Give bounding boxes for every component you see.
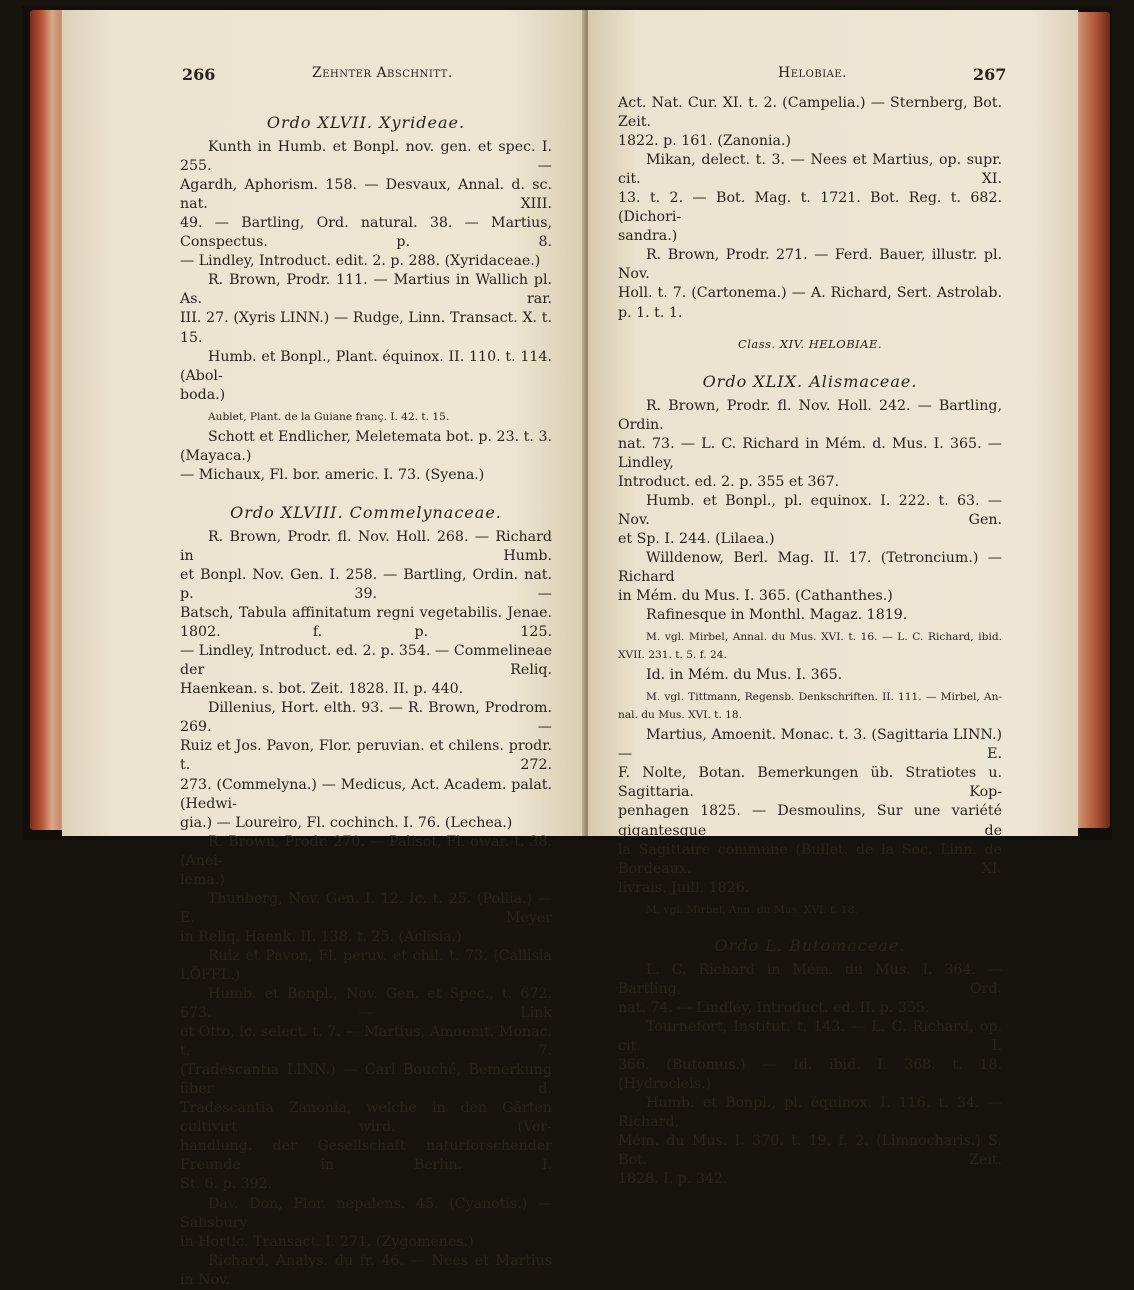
text-line: Martius, Amoenit. Monac. t. 3. (Sagittaria LINN.) — E. [618, 727, 1002, 763]
text-line: Dillenius, Hort. elth. 93. — R. Brown, Prodrom. 269. — [180, 700, 552, 736]
text-line: Haenkean. s. bot. Zeit. 1828. II. p. 440. [180, 681, 464, 698]
text-line: Schott et Endlicher, Meletemata bot. p. 23. t. 3. (Mayaca.) [180, 428, 552, 464]
right-page-text [618, 94, 1002, 1189]
text-line: et Sp. I. 244. (Lilaea.) [618, 530, 775, 547]
text-line: Humb. et Bonpl., pl. équinox. I. 116. t. 34. — Richard, [618, 1095, 1002, 1131]
footnote-line: M. vgl. Tittmann, Regensb. Denkschriften. II. 111. — Mirbel, An- [646, 691, 1002, 704]
text-line: Rafinesque in Monthl. Magaz. 1819. [646, 607, 908, 624]
text-line: in Hortic. Transact. I. 271. (Zygomenes.) [180, 1233, 474, 1250]
left-page [62, 10, 586, 1288]
footnote-line: M. vgl. Mirbel, Ann. du Mus. XVI. t. 18. [646, 903, 858, 916]
footnote-line: nal. du Mus. XVI. t. 18. [618, 709, 743, 722]
text-line: — Michaux, Fl. bor. americ. I. 73. (Syena.) [180, 466, 485, 483]
text-line: in Reliq. Haenk. II. 138. t. 25. (Aclisia.) [180, 928, 462, 945]
text-line: livrais. Juill. 1826. [618, 879, 750, 896]
text-line: Batsch, Tabula affinitatum regni vegetabilis. Jenae. 1802. f. p. 125. [180, 605, 552, 641]
text-line: Agardh, Aphorism. 158. — Desvaux, Annal. d. sc. nat. XIII. [180, 177, 552, 213]
text-line: 13. t. 2. — Bot. Mag. t. 1721. Bot. Reg. t. 682. (Dichori- [618, 190, 1002, 226]
right-page [588, 10, 1078, 1188]
text-line: (Tradescantia LINN.) — Carl Bouché, Bemerkung über d. [180, 1062, 552, 1098]
text-line: R. Brown, Prodr. 111. — Martius in Wallich pl. As. rar. [180, 272, 552, 308]
text-line: St. 6. p. 392. [180, 1176, 273, 1193]
text-line: Thunberg, Nov. Gen. I. 12. Ic. t. 25. (Pollia.) — E. Meyer [180, 890, 552, 926]
text-line: 273. (Commelyna.) — Medicus, Act. Academ. palat. (Hedwi- [180, 776, 552, 812]
footnote-line: XVII. 231. t. 5. f. 24. [618, 649, 727, 662]
order-heading: Ordo XLVIII. Commelynaceae. [230, 502, 502, 522]
text-line: Act. Nat. Cur. XI. t. 2. (Campelia.) — Sternberg, Bot. Zeit. [618, 95, 1002, 131]
text-line: R. Brown, Prodr. fl. Nov. Holl. 268. — Richard in Humb. [180, 528, 552, 564]
text-line: nat. 73. — L. C. Richard in Mém. d. Mus. I. 365. — Lindley, [618, 435, 1002, 471]
text-line: Humb. et Bonpl., Plant. équinox. II. 110. t. 114. (Abol- [180, 348, 552, 384]
order-heading: Ordo XLIX. Alismaceae. [702, 371, 918, 391]
text-line: Humb. et Bonpl., pl. equinox. I. 222. t. 63. — Nov. Gen. [618, 492, 1002, 528]
text-line: Holl. t. 7. (Cartonema.) — A. Richard, Sert. Astrolab. p. 1. t. 1. [618, 285, 1002, 321]
text-line: L. C. Richard in Mém. du Mus. I. 364. — Bartling, Ord. [618, 961, 1002, 997]
text-line: Richard, Analys. du fr. 46. — Nees et Martius in Nov. [180, 1252, 552, 1288]
text-line: gia.) — Loureiro, Fl. cochinch. I. 76. (Lechea.) [180, 814, 513, 831]
text-line: et Bonpl. Nov. Gen. I. 258. — Bartling, Ordin. nat. p. 39. — [180, 566, 552, 603]
text-line: Id. in Mém. du Mus. I. 365. [646, 667, 843, 684]
text-line: 366. (Butomus.) — Id. ibid. I. 368. t. 18. (Hydrocleis.) [618, 1056, 1002, 1093]
text-line: in Mém. du Mus. I. 365. (Cathanthes.) [618, 588, 893, 605]
right-running-head: Helobiae. [778, 65, 848, 81]
text-line: R. Brown, Prodr. 270. — Palisot, Fl. owar. t. 38. (Anei- [180, 833, 552, 869]
text-line: — Lindley, Introduct. ed. 2. p. 354. — Commelineae der Reliq. [180, 643, 552, 679]
class-heading: Class. XIV. HELOBIAE. [737, 336, 883, 351]
left-running-head: Zehnter Abschnitt. [312, 65, 453, 81]
text-line: Mém. du Mus. I. 370. t. 19. f. 2. (Limnocharis.) S. Bot. Zeit. [618, 1133, 1002, 1169]
order-heading: Ordo L. Butomaceae. [714, 935, 906, 955]
text-line: Tradescantia Zanonia, welche in den Gärten cultivirt wird. (Ver- [180, 1100, 552, 1136]
text-line: 49. — Bartling, Ord. natural. 38. — Martius, Conspectus. p. 8. [180, 215, 552, 251]
text-line: Willdenow, Berl. Mag. II. 17. (Tetroncium.) — Richard [618, 550, 1002, 586]
text-line: lema.) [180, 871, 225, 888]
text-line: R. Brown, Prodr. fl. Nov. Holl. 242. — Bartling, Ordin. [618, 397, 1002, 433]
text-line: sandra.) [618, 228, 678, 245]
footnote-line: Aublet, Plant. de la Guiane franç. I. 42. t. 15. [208, 410, 450, 423]
text-line: Mikan, delect. t. 3. — Nees et Martius, op. supr. cit. XI. [618, 152, 1002, 188]
right-page-number: 267 [973, 65, 1007, 84]
text-line: Tournefort, Institut. t. 143. — L. C. Richard, op. cit. I. [618, 1018, 1002, 1054]
text-line: F. Nolte, Botan. Bemerkungen üb. Stratiotes u. Sagittaria. Kop- [618, 765, 1002, 801]
text-line: nat. 74. — Lindley, Introduct. ed. II. p. 355. [618, 999, 930, 1016]
text-line: Introduct. ed. 2. p. 355 et 367. [618, 473, 840, 490]
text-line: Ruiz et Jos. Pavon, Flor. peruvian. et chilens. prodr. t. 272. [180, 738, 552, 774]
text-line: handlung. der Gesellschaft naturforschender Freunde in Berlin. I. [180, 1138, 552, 1174]
left-page-number: 266 [182, 65, 216, 84]
footnote-line: M. vgl. Mirbel, Annal. du Mus. XVI. t. 16. — L. C. Richard, ibid. [646, 631, 1002, 644]
text-line: 1822. p. 161. (Zanonia.) [618, 133, 792, 150]
text-line: Kunth in Humb. et Bonpl. nov. gen. et spec. I. 255. — [180, 139, 552, 175]
text-line: la Sagittaire commune (Bullet. de la Soc. Linn. de Bordeaux. XI. [618, 841, 1002, 877]
text-line: et Otto, ic. select. t. 7. — Martius, Amoenit. Monac. t. 7. [180, 1024, 552, 1060]
text-line: boda.) [180, 386, 226, 403]
text-line: Dav. Don, Flor. nepalens. 45. (Cyanotis.) — Salisbury [180, 1195, 552, 1231]
text-line: Ruiz et Pavon, Fl. peruv. et chil. t. 73. (Callisia LÖFFL.) [180, 947, 552, 983]
text-line: Humb. et Bonpl., Nov. Gen. et Spec., t. 672. 673. — Link [180, 986, 552, 1022]
text-line: III. 27. (Xyris LINN.) — Rudge, Linn. Transact. X. t. 15. [180, 310, 552, 346]
left-page-text [180, 113, 552, 1290]
order-heading: Ordo XLVII. Xyrideae. [266, 113, 466, 132]
text-line: R. Brown, Prodr. 271. — Ferd. Bauer, illustr. pl. Nov. [618, 247, 1002, 283]
text-line: 1828. I. p. 342. [618, 1171, 728, 1188]
text-line: — Lindley, Introduct. edit. 2. p. 288. (Xyridaceae.) [180, 253, 541, 270]
text-line: penhagen 1825. — Desmoulins, Sur une variété gigantesque de [618, 803, 1002, 839]
